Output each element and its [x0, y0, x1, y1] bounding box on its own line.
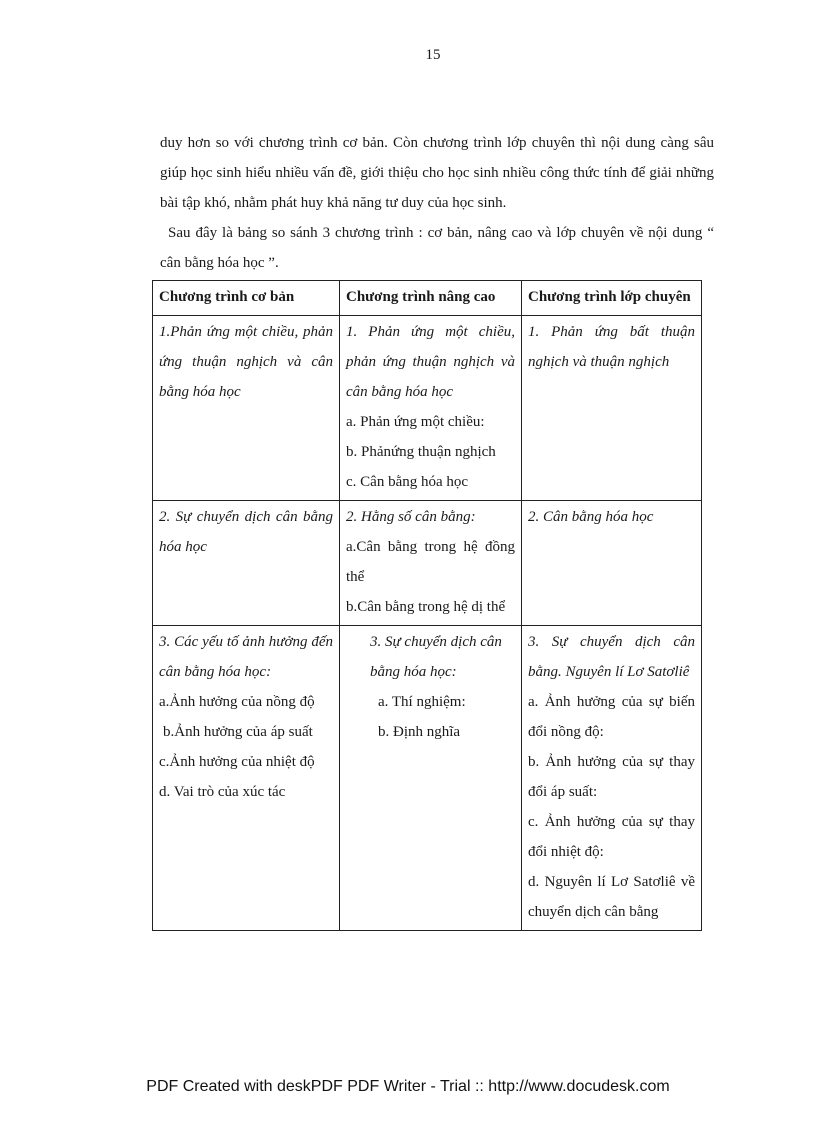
cell-basic — [153, 626, 340, 931]
subtopic: a.Ảnh hưởng của nồng độ — [159, 694, 315, 710]
intro-paragraph — [160, 128, 714, 218]
table-row — [153, 316, 702, 501]
topic-title: 2. Cân bằng hóa học — [528, 509, 654, 525]
paragraph-text: duy hơn so với chương trình cơ bản. Còn chương trình lớp chuyên thì nội dung càng sâu giúp học sinh hiểu nhiều vấn đề, giới thiệu cho học sinh nhiều công thức tính để giải những bài tập khó, nhằm phát huy khả năng tư duy của học sinh. — [160, 135, 714, 211]
subtopic: c. Ảnh hưởng của sự thay đổi nhiệt độ: — [528, 814, 695, 860]
topic-title: 1. Phản ứng bất thuận nghịch và thuận nghịch — [528, 324, 695, 370]
topic-title: 2. Hằng số cân bằng: — [346, 509, 476, 525]
cell-advanced — [340, 316, 522, 501]
cell-basic — [153, 316, 340, 501]
comparison-table — [152, 280, 702, 931]
cell-specialized — [522, 501, 702, 626]
subtopic: c.Ảnh hưởng của nhiệt độ — [159, 754, 315, 770]
cell-advanced — [340, 626, 522, 931]
header-specialized: Chương trình lớp chuyên — [522, 281, 702, 316]
cell-specialized — [522, 316, 702, 501]
cell-specialized — [522, 626, 702, 931]
subtopic: a. Ảnh hưởng của sự biến đổi nồng độ: — [528, 694, 695, 740]
cell-advanced — [340, 501, 522, 626]
topic-title: 1.Phản ứng một chiều, phản ứng thuận nghịch và cân bằng hóa học — [159, 324, 333, 400]
subtopic: a.Cân bằng trong hệ đồng thể — [346, 539, 515, 585]
topic-title: 2. Sự chuyển dịch cân bằng hóa học — [159, 509, 333, 555]
subtopic: b. Ảnh hưởng của sự thay đổi áp suất: — [528, 754, 695, 800]
paragraph-text: Sau đây là bảng so sánh 3 chương trình : cơ bản, nâng cao và lớp chuyên về nội dung “ cân bằng hóa học ”. — [160, 225, 714, 271]
subtopic: a. Phản ứng một chiều: — [346, 414, 485, 430]
topic-title: 3. Sự chuyển dịch cân bằng. Nguyên lí Lơ Satơliê — [528, 634, 695, 680]
topic-title: 1. Phản ứng một chiều, phản ứng thuận nghịch và cân bằng hóa học — [346, 324, 515, 400]
topic-title: 3. Các yếu tố ảnh hưởng đến cân bằng hóa học: — [159, 634, 333, 680]
table-header-row — [153, 281, 702, 316]
subtopic: b. Định nghĩa — [378, 724, 461, 740]
comparison-intro-paragraph — [160, 218, 714, 278]
subtopic: c. Cân bằng hóa học — [346, 474, 469, 490]
subtopic: b.Ảnh hưởng của áp suất — [163, 724, 313, 740]
subtopic: d. Vai trò của xúc tác — [159, 784, 286, 800]
subtopic: b.Cân bằng trong hệ dị thể — [346, 599, 506, 615]
pdf-watermark-footer: PDF Created with deskPDF PDF Writer - Trial :: http://www.docudesk.com — [146, 1078, 670, 1095]
cell-basic — [153, 501, 340, 626]
subtopic: b. Phảnứng thuận nghịch — [346, 444, 496, 460]
subtopic: d. Nguyên lí Lơ Satơliê về chuyển dịch cân bằng — [528, 874, 695, 920]
header-basic: Chương trình cơ bản — [153, 281, 340, 316]
topic-title: 3. Sự chuyển dịch cân bằng hóa học: — [370, 634, 502, 680]
page-number: 15 — [425, 47, 441, 63]
subtopic: a. Thí nghiệm: — [378, 694, 466, 710]
table-row — [153, 501, 702, 626]
table-row — [153, 626, 702, 931]
header-advanced: Chương trình nâng cao — [340, 281, 522, 316]
